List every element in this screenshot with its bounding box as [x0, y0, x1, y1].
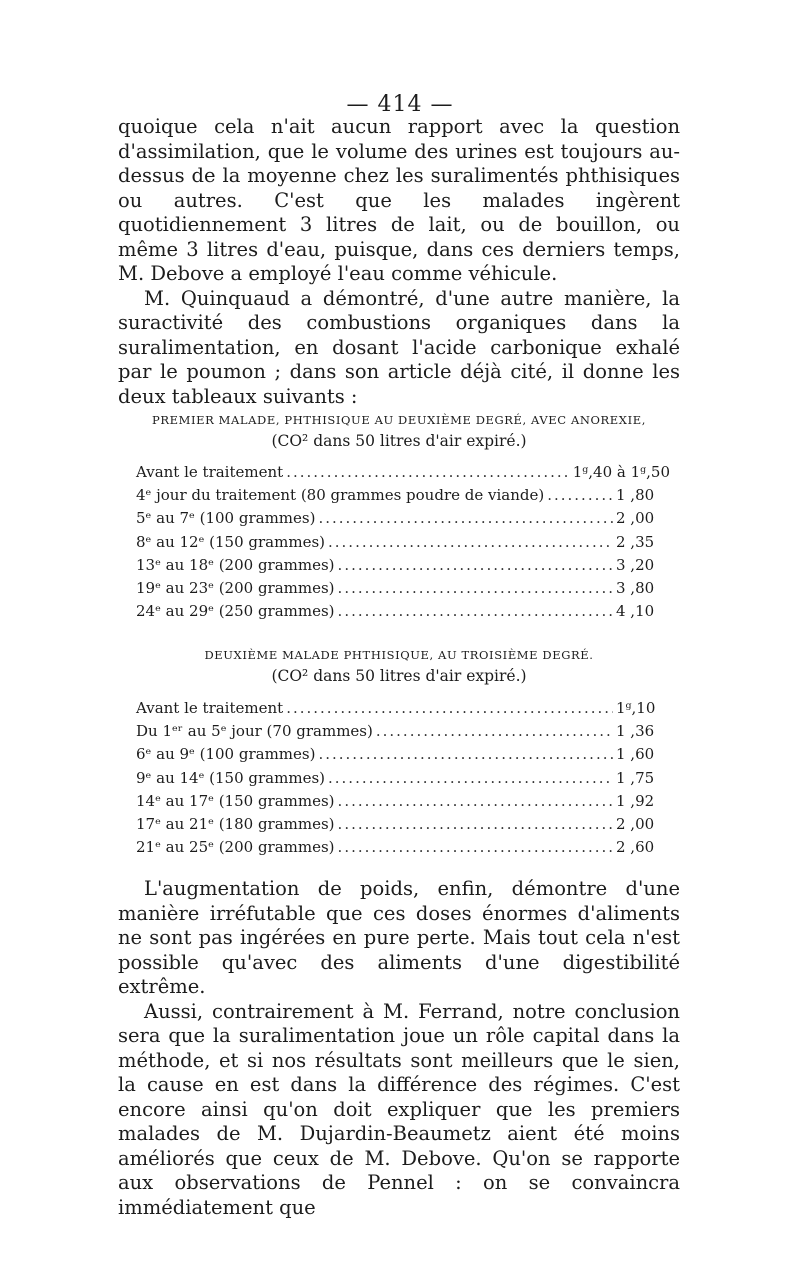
table-row: [136, 577, 670, 600]
body-text-bottom: [118, 877, 680, 1220]
table-row: [136, 461, 670, 484]
table-row: [136, 836, 670, 859]
row-value: 2 ,60: [616, 838, 655, 857]
dot-leader: [286, 697, 613, 720]
paragraph: Aussi, contrairement à M. Ferrand, notre conclusion sera que la suralimentation joue un rôle capital dans la méthode, et si nos résultats sont meilleurs que le sien, la cause en est dans la différence des régimes. C'est encore ainsi qu'on doit expliquer que les premiers malades de M. Dujardin-Beaumetz aient été moins améliorés que ceux de M. Debove. Qu'on se rapporte aux observations de Pennel : on se convaincra immédiatement que: [118, 999, 680, 1219]
dot-leader: [338, 577, 613, 600]
row-value: 1 ,92: [616, 791, 655, 810]
row-value: 4 ,10: [616, 602, 655, 621]
table-row: [136, 743, 670, 766]
table2-heading: DEUXIÈME MALADE PHTHISIQUE, AU TROISIÈME DEGRÉ.: [204, 648, 594, 662]
dot-leader: [338, 813, 613, 836]
row-value: 1 ,36: [616, 722, 655, 741]
dot-leader: [328, 531, 613, 554]
row-value: 2 ,35: [616, 532, 655, 551]
table-row: [136, 767, 670, 790]
dot-leader: [338, 600, 613, 623]
row-value: 1 ,60: [616, 745, 655, 764]
table1: [136, 461, 670, 623]
dot-leader: [318, 743, 613, 766]
table-row: [136, 531, 670, 554]
table-row: [136, 484, 670, 507]
page-number: — 414 —: [346, 92, 454, 117]
row-label: 21ᵉ au 25ᵉ (200 grammes): [136, 838, 335, 857]
dot-leader: [286, 461, 570, 484]
dot-leader: [338, 554, 613, 577]
row-value: 2 ,00: [616, 815, 655, 834]
dot-leader: [338, 790, 613, 813]
row-label: 13ᵉ au 18ᵉ (200 grammes): [136, 555, 335, 574]
paragraph: quoique cela n'ait aucun rapport avec la question d'assimilation, que le volume des urines est toujours au-dessus de la moyenne chez les suralimentés phthisiques ou autres. C'est que les malades ingèrent quotidiennement 3 litres de lait, ou de bouillon, ou même 3 litres d'eau, puisque, dans ces derniers temps, M. Debove a employé l'eau comme véhicule.: [118, 115, 680, 285]
table-row: [136, 720, 670, 743]
paragraph: M. Quinquaud a démontré, d'une autre manière, la suractivité des combustions organiques dans la suralimentation, en dosant l'acide carbonique exhalé par le poumon ; dans son article déjà cité, il donne les deux tableaux suivants :: [118, 286, 680, 408]
row-label: Du 1ᵉʳ au 5ᵉ jour (70 grammes): [136, 722, 373, 741]
row-value: 1ᵍ,40 à 1ᵍ,50: [572, 463, 670, 481]
row-value: 1ᵍ,10: [616, 699, 656, 717]
row-value: 3 ,20: [616, 555, 655, 574]
row-value: 1 ,80: [616, 486, 655, 505]
row-label: 6ᵉ au 9ᵉ (100 grammes): [136, 745, 316, 764]
row-label: 14ᵉ au 17ᵉ (150 grammes): [136, 791, 335, 810]
row-label: 8ᵉ au 12ᵉ (150 grammes): [136, 532, 325, 551]
table2-subheading: (CO² dans 50 litres d'air expiré.): [271, 667, 527, 685]
table-row: [136, 697, 670, 720]
paragraph: L'augmentation de poids, enfin, démontre d'une manière irréfutable que ces doses énormes d'aliments ne sont pas ingérées en pure perte. Mais tout cela n'est possible qu'avec des aliments d'une digestibilité extrême.: [118, 877, 680, 998]
dot-leader: [547, 484, 613, 507]
body-text-top: [118, 115, 680, 409]
row-label: Avant le traitement: [136, 699, 284, 717]
row-label: 4ᵉ jour du traitement (80 grammes poudre de viande): [136, 486, 545, 505]
table1-heading: PREMIER MALADE, PHTHISIQUE AU DEUXIÈME DEGRÉ, AVEC ANOREXIE,: [152, 413, 646, 427]
row-label: Avant le traitement: [136, 463, 284, 481]
row-label: 9ᵉ au 14ᵉ (150 grammes): [136, 768, 325, 787]
dot-leader: [328, 767, 613, 790]
table1-subheading: (CO² dans 50 litres d'air expiré.): [271, 432, 527, 450]
table-row: [136, 790, 670, 813]
table-row: [136, 507, 670, 530]
row-label: 19ᵉ au 23ᵉ (200 grammes): [136, 579, 335, 598]
dot-leader: [318, 507, 613, 530]
table2: [136, 697, 670, 859]
dot-leader: [376, 720, 613, 743]
table-row: [136, 554, 670, 577]
table-row: [136, 813, 670, 836]
row-label: 17ᵉ au 21ᵉ (180 grammes): [136, 815, 335, 834]
row-label: 24ᵉ au 29ᵉ (250 grammes): [136, 602, 335, 621]
row-value: 3 ,80: [616, 579, 655, 598]
table-row: [136, 600, 670, 623]
dot-leader: [338, 836, 613, 859]
row-value: 2 ,00: [616, 509, 655, 528]
row-value: 1 ,75: [616, 768, 655, 787]
row-label: 5ᵉ au 7ᵉ (100 grammes): [136, 509, 316, 528]
